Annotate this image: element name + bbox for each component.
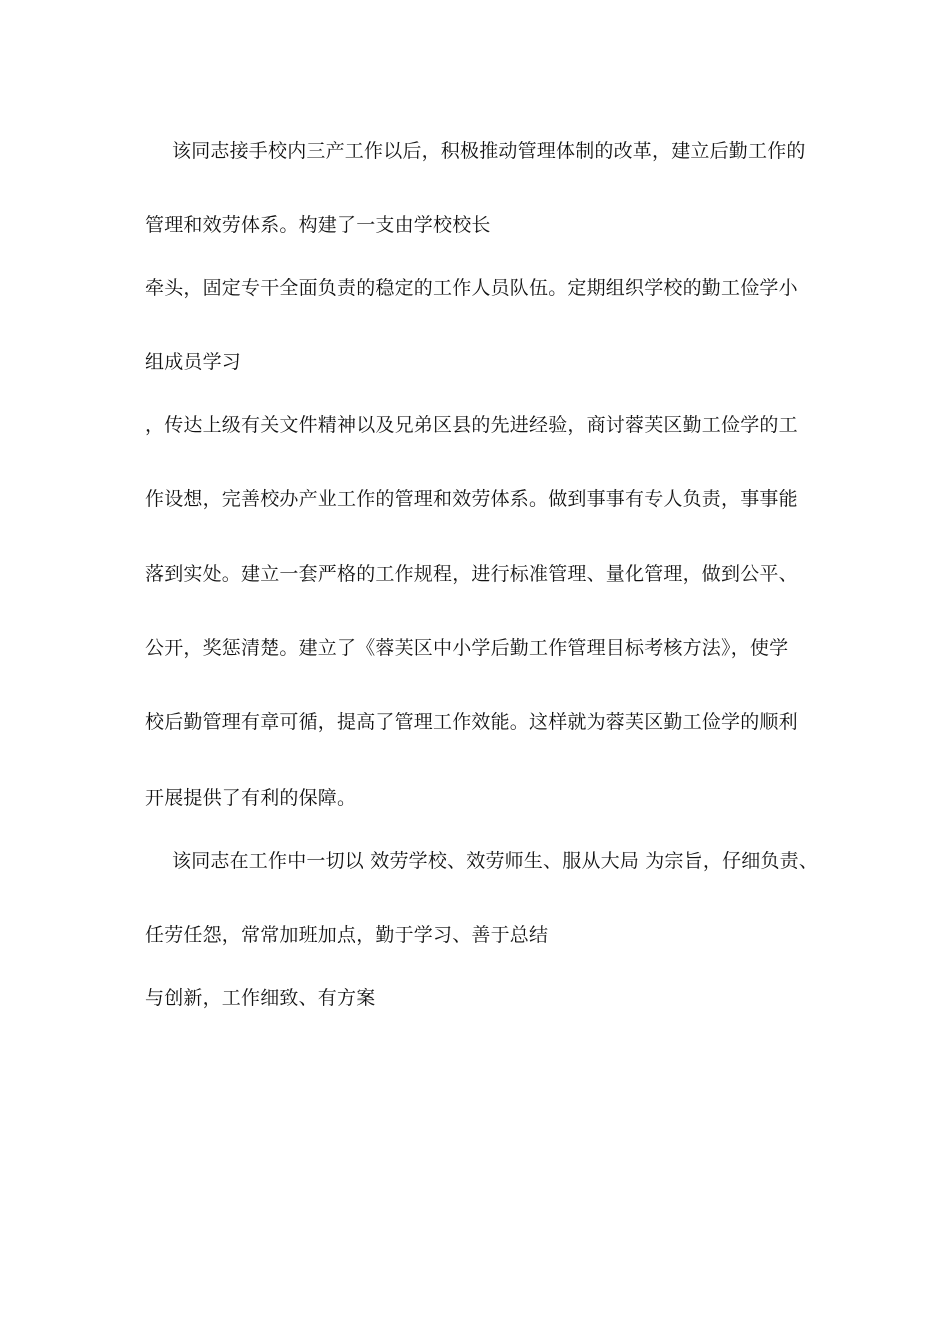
paragraph-1-line-10: 开展提供了有利的保障。 [145,787,357,809]
paragraph-2-line-1: 该同志在工作中一切以 效劳学校、效劳师生、服从大局 为宗旨，仔细负责、 [172,850,819,872]
paragraph-1-line-3: 牵头，固定专干全面负责的稳定的工作人员队伍。定期组织学校的勤工俭学小 [145,277,798,299]
paragraph-1-line-1: 该同志接手校内三产工作以后，积极推动管理体制的改革，建立后勤工作的 [172,140,806,162]
paragraph-2-line-3: 与创新，工作细致、有方案 [145,987,376,1009]
paragraph-1-line-9: 校后勤管理有章可循，提高了管理工作效能。这样就为蓉芙区勤工俭学的顺利 [145,711,798,733]
paragraph-1-line-5: ，传达上级有关文件精神以及兄弟区县的先进经验，商讨蓉芙区勤工俭学的工 [145,414,798,436]
paragraph-1-line-7: 落到实处。建立一套严格的工作规程，进行标准管理、量化管理，做到公平、 [145,563,798,585]
paragraph-1-line-4: 组成员学习 [145,351,242,373]
paragraph-1-line-8: 公开，奖惩清楚。建立了《蓉芙区中小学后勤工作管理目标考核方法》，使学 [145,637,789,659]
paragraph-1-line-2: 管理和效劳体系。构建了一支由学校校长 [145,214,491,236]
paragraph-1-line-6: 作设想，完善校办产业工作的管理和效劳体系。做到事事有专人负责，事事能 [145,488,798,510]
paragraph-2-line-2: 任劳任怨，常常加班加点，勤于学习、善于总结 [145,924,549,946]
